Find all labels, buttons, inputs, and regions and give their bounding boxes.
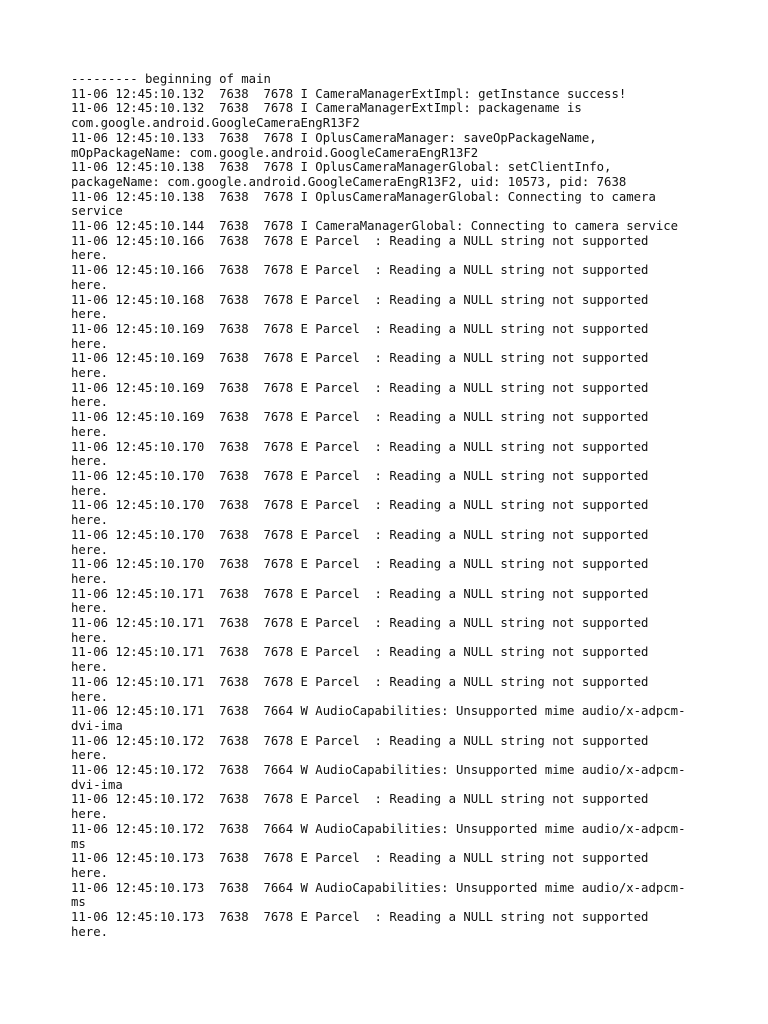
log-line: here. bbox=[71, 865, 109, 880]
log-line: here. bbox=[71, 513, 109, 528]
log-line: service bbox=[71, 204, 123, 219]
log-line: --------- beginning of main bbox=[71, 72, 271, 86]
log-line: here. bbox=[71, 248, 109, 263]
log-line: 11-06 12:45:10.172 7638 7664 W AudioCapabilities: Unsupported mime audio/x-adpcm- bbox=[71, 821, 686, 836]
log-text-block bbox=[71, 72, 711, 939]
log-line: 11-06 12:45:10.170 7638 7678 E Parcel : Reading a NULL string not supported bbox=[71, 439, 649, 454]
log-line: here. bbox=[71, 277, 109, 292]
log-line: here. bbox=[71, 307, 109, 322]
log-line: 11-06 12:45:10.138 7638 7678 I OplusCameraManagerGlobal: Connecting to camera bbox=[71, 189, 656, 204]
log-line: 11-06 12:45:10.171 7638 7678 E Parcel : Reading a NULL string not supported bbox=[71, 674, 649, 689]
log-line: 11-06 12:45:10.132 7638 7678 I CameraManagerExtImpl: packagename is bbox=[71, 101, 582, 116]
log-line: ms bbox=[71, 836, 86, 851]
log-line: here. bbox=[71, 748, 109, 763]
log-line: packageName: com.google.android.GoogleCameraEngR13F2, uid: 10573, pid: 7638 bbox=[71, 174, 627, 189]
log-line: 11-06 12:45:10.133 7638 7678 I OplusCameraManager: saveOpPackageName, bbox=[71, 130, 597, 145]
log-line: 11-06 12:45:10.166 7638 7678 E Parcel : Reading a NULL string not supported bbox=[71, 263, 649, 278]
log-line: dvi-ima bbox=[71, 777, 123, 792]
log-line: 11-06 12:45:10.168 7638 7678 E Parcel : Reading a NULL string not supported bbox=[71, 292, 649, 307]
log-line: 11-06 12:45:10.172 7638 7678 E Parcel : Reading a NULL string not supported bbox=[71, 733, 649, 748]
log-line: here. bbox=[71, 366, 109, 381]
log-line: here. bbox=[71, 395, 109, 410]
log-line: ms bbox=[71, 895, 86, 910]
log-line: here. bbox=[71, 689, 109, 704]
log-line: here. bbox=[71, 601, 109, 616]
log-line: 11-06 12:45:10.169 7638 7678 E Parcel : Reading a NULL string not supported bbox=[71, 351, 649, 366]
log-line: 11-06 12:45:10.171 7638 7678 E Parcel : Reading a NULL string not supported bbox=[71, 586, 649, 601]
log-line: here. bbox=[71, 924, 109, 939]
log-line: 11-06 12:45:10.166 7638 7678 E Parcel : Reading a NULL string not supported bbox=[71, 233, 649, 248]
log-line: 11-06 12:45:10.171 7638 7678 E Parcel : Reading a NULL string not supported bbox=[71, 645, 649, 660]
log-line: here. bbox=[71, 630, 109, 645]
log-line: 11-06 12:45:10.169 7638 7678 E Parcel : Reading a NULL string not supported bbox=[71, 410, 649, 425]
log-line: 11-06 12:45:10.169 7638 7678 E Parcel : Reading a NULL string not supported bbox=[71, 321, 649, 336]
log-line: 11-06 12:45:10.169 7638 7678 E Parcel : Reading a NULL string not supported bbox=[71, 380, 649, 395]
log-line: 11-06 12:45:10.172 7638 7678 E Parcel : Reading a NULL string not supported bbox=[71, 792, 649, 807]
log-line: 11-06 12:45:10.173 7638 7664 W AudioCapabilities: Unsupported mime audio/x-adpcm- bbox=[71, 880, 686, 895]
log-line: 11-06 12:45:10.132 7638 7678 I CameraManagerExtImpl: getInstance success! bbox=[71, 86, 627, 101]
log-line: here. bbox=[71, 336, 109, 351]
log-line: here. bbox=[71, 542, 109, 557]
log-line: 11-06 12:45:10.170 7638 7678 E Parcel : Reading a NULL string not supported bbox=[71, 557, 649, 572]
log-line: mOpPackageName: com.google.android.GoogleCameraEngR13F2 bbox=[71, 145, 479, 160]
log-line: here. bbox=[71, 424, 109, 439]
log-line: dvi-ima bbox=[71, 718, 123, 733]
log-line: 11-06 12:45:10.170 7638 7678 E Parcel : Reading a NULL string not supported bbox=[71, 468, 649, 483]
log-line: here. bbox=[71, 483, 109, 498]
log-line: 11-06 12:45:10.171 7638 7678 E Parcel : Reading a NULL string not supported bbox=[71, 616, 649, 631]
log-line: 11-06 12:45:10.170 7638 7678 E Parcel : Reading a NULL string not supported bbox=[71, 498, 649, 513]
log-line: 11-06 12:45:10.173 7638 7678 E Parcel : Reading a NULL string not supported bbox=[71, 910, 649, 925]
log-line: 11-06 12:45:10.170 7638 7678 E Parcel : Reading a NULL string not supported bbox=[71, 527, 649, 542]
log-line: com.google.android.GoogleCameraEngR13F2 bbox=[71, 116, 360, 131]
log-line: here. bbox=[71, 807, 109, 822]
log-line: 11-06 12:45:10.144 7638 7678 I CameraManagerGlobal: Connecting to camera service bbox=[71, 219, 679, 234]
log-line: here. bbox=[71, 660, 109, 675]
log-line: 11-06 12:45:10.173 7638 7678 E Parcel : Reading a NULL string not supported bbox=[71, 851, 649, 866]
log-line: 11-06 12:45:10.171 7638 7664 W AudioCapabilities: Unsupported mime audio/x-adpcm- bbox=[71, 704, 686, 719]
log-line: 11-06 12:45:10.172 7638 7664 W AudioCapabilities: Unsupported mime audio/x-adpcm- bbox=[71, 763, 686, 778]
log-line: here. bbox=[71, 571, 109, 586]
log-line: here. bbox=[71, 454, 109, 469]
log-line: 11-06 12:45:10.138 7638 7678 I OplusCameraManagerGlobal: setClientInfo, bbox=[71, 160, 612, 175]
logcat-document bbox=[71, 72, 711, 939]
